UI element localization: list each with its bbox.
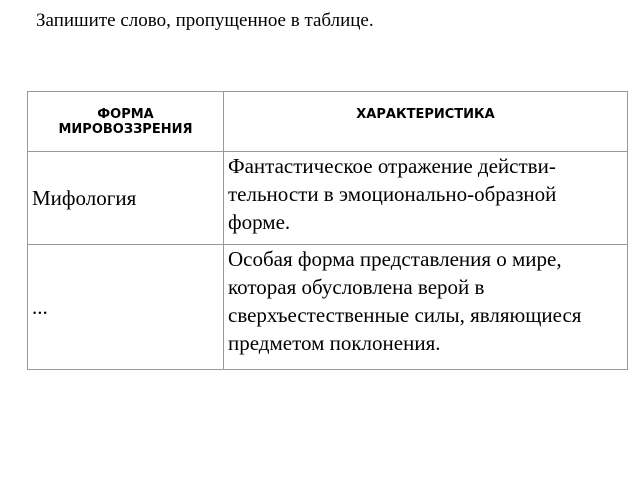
worldview-table [27,91,628,370]
row-term-mythology: Мифология [28,152,224,245]
row-description: Особая форма представления о мире, которая обусловлена верой в сверхъестественные силы, являющиеся предметом поклонения. [224,245,628,370]
row-term-missing: ... [28,245,224,370]
question-text: Запишите слово, пропущенное в таблице. [36,10,374,31]
table-header-row [28,92,628,152]
header-worldview-form: ФОРМА МИРОВОЗЗРЕНИЯ [28,92,224,152]
table-row [28,152,628,245]
header-characteristic: ХАРАКТЕРИСТИКА [224,92,628,152]
table-row [28,245,628,370]
row-description: Фантастическое отражение действительности в эмоционально-образной форме. [224,152,628,245]
